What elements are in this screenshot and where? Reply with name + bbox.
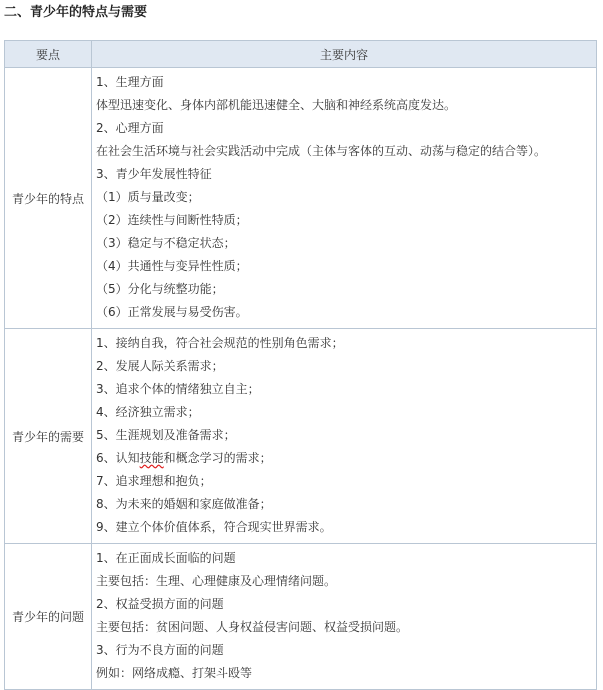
content-line: 主要包括：贫困问题、人身权益侵害问题、权益受损问题。 (96, 620, 409, 634)
content-line-suffix: 和概念学习的需求； (163, 451, 272, 465)
row-key-problems: 青少年的问题 (5, 544, 92, 690)
content-line: 8、为未来的婚姻和家庭做准备； (96, 497, 272, 511)
content-line: 在社会生活环境与社会实践活动中完成（主体与客体的互动、动荡与稳定的结合等）。 (96, 144, 547, 158)
content-line: 2、权益受损方面的问题 (96, 597, 224, 611)
highlighted-term: 技能 (139, 451, 164, 465)
row-content-problems (92, 544, 597, 690)
content-line: 5、生涯规划及准备需求； (96, 428, 236, 442)
content-table (4, 40, 597, 690)
content-line (96, 447, 592, 470)
column-header-key: 要点 (5, 41, 92, 68)
table-row-characteristics (5, 68, 597, 329)
content-line: 体型迅速变化、身体内部机能迅速健全、大脑和神经系统高度发达。 (96, 98, 457, 112)
content-line: （3）稳定与不稳定状态； (96, 236, 236, 250)
row-key-characteristics: 青少年的特点 (5, 68, 92, 329)
content-line: 3、追求个体的情绪独立自主； (96, 382, 260, 396)
page-title: 二、青少年的特点与需要 (4, 5, 148, 20)
row-key-needs: 青少年的需要 (5, 329, 92, 544)
content-line: 例如：网络成瘾、打架斗殴等 (96, 666, 253, 680)
content-line: （2）连续性与间断性特质； (96, 213, 248, 227)
content-line: 3、行为不良方面的问题 (96, 643, 224, 657)
content-line: 9、建立个体价值体系，符合现实世界需求。 (96, 520, 332, 534)
content-line: 2、心理方面 (96, 121, 164, 135)
table-header-row (5, 41, 597, 68)
content-line: 7、追求理想和抱负； (96, 474, 212, 488)
row-content-needs (92, 329, 597, 544)
content-line: （6）正常发展与易受伤害。 (96, 305, 248, 319)
content-line: 2、发展人际关系需求； (96, 359, 224, 373)
table-row-problems (5, 544, 597, 690)
content-line: （4）共通性与变异性性质； (96, 259, 248, 273)
table-row-needs (5, 329, 597, 544)
content-line: （1）质与量改变； (96, 190, 200, 204)
content-line: 3、青少年发展性特征 (96, 167, 212, 181)
content-line: 主要包括：生理、心理健康及心理情绪问题。 (96, 574, 337, 588)
content-line: 1、接纳自我，符合社会规范的性别角色需求； (96, 336, 344, 350)
content-line: （5）分化与统整功能； (96, 282, 224, 296)
content-line-prefix: 6、认知 (96, 451, 140, 465)
content-line: 1、生理方面 (96, 75, 164, 89)
content-line: 4、经济独立需求； (96, 405, 200, 419)
content-line: 1、在正面成长面临的问题 (96, 551, 236, 565)
row-content-characteristics (92, 68, 597, 329)
column-header-content: 主要内容 (92, 41, 597, 68)
